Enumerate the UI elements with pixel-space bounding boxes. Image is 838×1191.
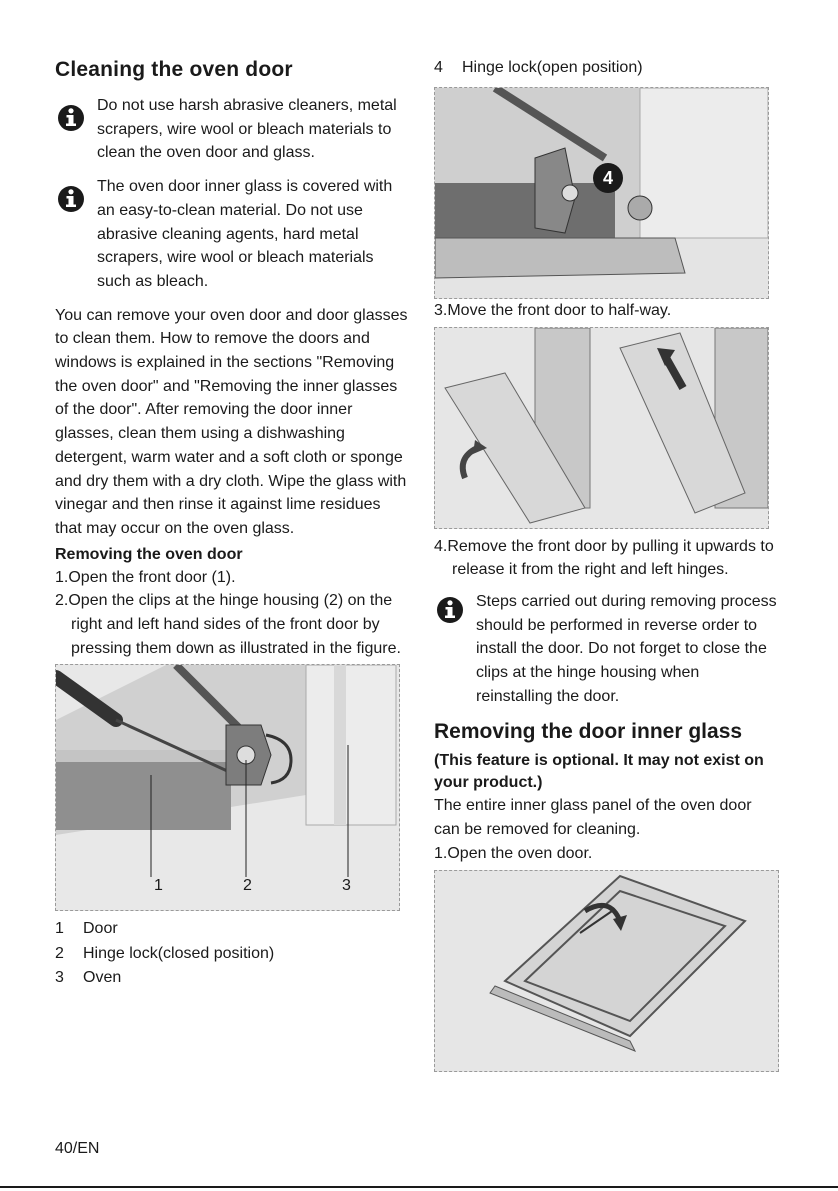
subheading-removing-door: Removing the oven door bbox=[55, 545, 243, 563]
info-icon bbox=[57, 185, 85, 213]
door-halfway-illustration bbox=[435, 328, 768, 528]
page-number: 40/EN bbox=[55, 1140, 100, 1157]
figure-legend bbox=[55, 917, 410, 991]
figure-label-2: 2 bbox=[243, 877, 252, 895]
hinge-closed-illustration bbox=[56, 665, 399, 910]
inner-glass-intro: The entire inner glass panel of the oven door can be removed for cleaning. bbox=[434, 797, 752, 839]
section-title: Cleaning the oven door bbox=[55, 58, 293, 81]
info-note-2 bbox=[55, 175, 410, 294]
left-column bbox=[55, 52, 410, 991]
inner-glass-step-1: 1.Open the oven door. bbox=[434, 844, 593, 862]
note-text: Steps carried out during removing process should be performed in reverse order to install the door. Do not forget to close the clips at the hinge housing when reinstalling the door. bbox=[476, 592, 777, 705]
right-column bbox=[434, 52, 779, 1072]
hinge-open-illustration bbox=[435, 88, 768, 298]
note-text: Do not use harsh abrasive cleaners, metal scrapers, wire wool or bleach materials to clean the oven door and glass. bbox=[97, 97, 397, 162]
info-note-3 bbox=[434, 590, 779, 709]
step-4: 4.Remove the front door by pulling it upwards to release it from the right and left hinges. bbox=[434, 537, 774, 579]
legend-row-4: 4 Hinge lock(open position) bbox=[434, 59, 643, 76]
figure-hinge-closed bbox=[55, 664, 400, 911]
figure-door-halfway bbox=[434, 327, 769, 529]
figure-label-3: 3 bbox=[342, 877, 351, 895]
legend-row: 2 Hinge lock(closed position) bbox=[55, 944, 275, 962]
info-icon bbox=[436, 596, 464, 624]
intro-paragraph: You can remove your oven door and door glasses to clean them. How to remove the doors and windows is explained in the sections "Removing the oven door" and "Removing the inner glasses of the door". After removing the door inner glasses, clean them using a dishwashing detergent, warm water and a soft cloth or sponge and dry them with a dry cloth. Wipe the glass with vinegar and then rinse it against lime residues that may occur on the oven glass. bbox=[55, 306, 408, 537]
step-1: 1.Open the front door (1). bbox=[55, 568, 236, 586]
legend-row: 3 Oven bbox=[55, 969, 122, 987]
optional-notice: (This feature is optional. It may not exist on your product.) bbox=[434, 752, 764, 792]
figure-label-1: 1 bbox=[154, 877, 163, 895]
figure-open-door bbox=[434, 870, 779, 1072]
open-door-illustration bbox=[435, 871, 778, 1071]
figure-hinge-open bbox=[434, 87, 769, 299]
step-3: 3.Move the front door to half-way. bbox=[434, 301, 672, 319]
bottom-rule bbox=[0, 1186, 838, 1188]
info-icon bbox=[57, 104, 85, 132]
legend-row: 1 Door bbox=[55, 920, 118, 938]
callout-badge: 4 bbox=[593, 163, 623, 193]
heading-removing-inner-glass: Removing the door inner glass bbox=[434, 720, 743, 744]
note-text: The oven door inner glass is covered with an easy-to-clean material. Do not use abrasive cleaning agents, hard metal scrapers, wire wool or bleach materials such as bleach. bbox=[97, 178, 393, 290]
step-2: 2.Open the clips at the hinge housing (2) on the right and left hand sides of the front door by pressing them down as illustrated in the figure. bbox=[55, 592, 401, 657]
info-note-1 bbox=[55, 94, 410, 165]
